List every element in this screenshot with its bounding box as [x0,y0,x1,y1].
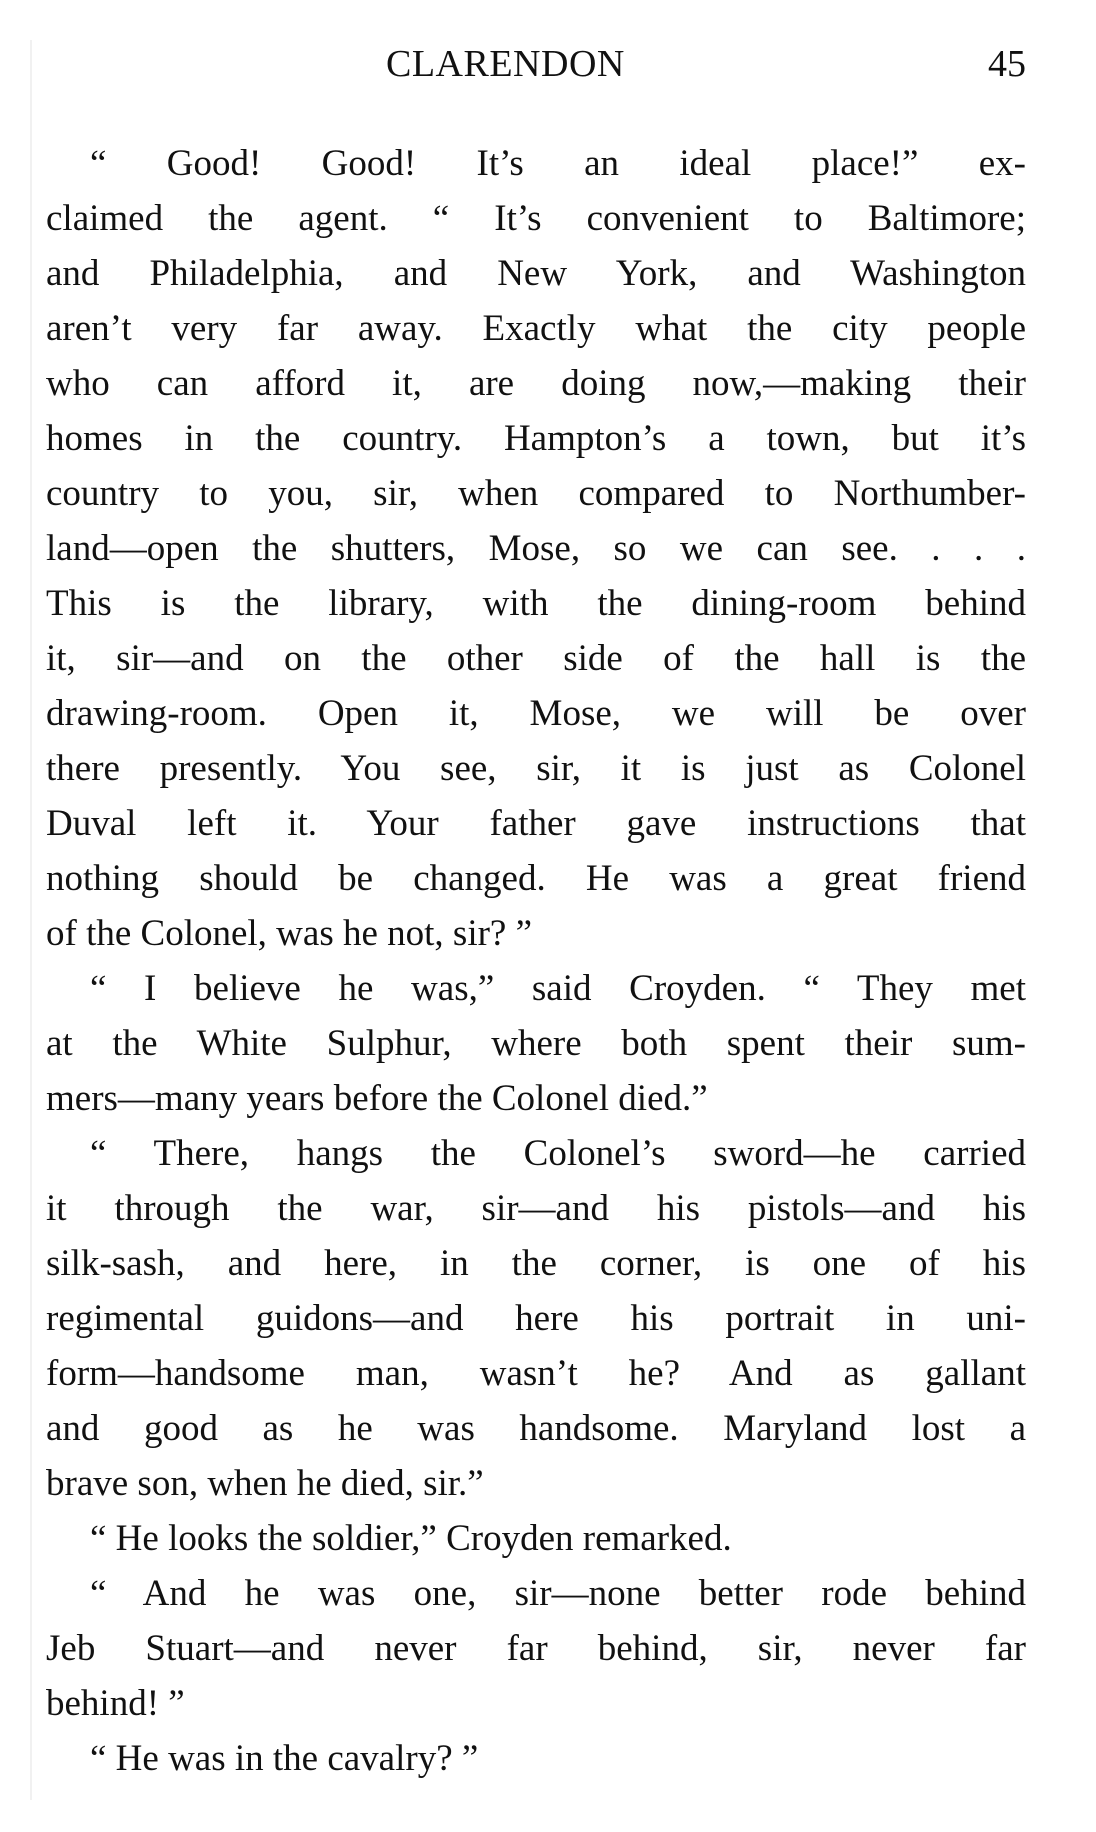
text-line: form—handsome man, wasn’t he? And as gallant [46,1353,1026,1394]
text-line: aren’t very far away. Exactly what the city people [46,308,1026,349]
text-line: brave son, when he died, sir.” [46,1463,484,1504]
text-line: This is the library, with the dining-room behind [46,583,1026,624]
text-line: “ There, hangs the Colonel’s sword—he carried [90,1133,1026,1174]
text-line: behind! ” [46,1683,185,1724]
paragraph [46,1731,1026,1786]
text-line: and good as he was handsome. Maryland lost a [46,1408,1026,1449]
text-line: claimed the agent. “ It’s convenient to Baltimore; [46,198,1026,239]
paragraph [46,1511,1026,1566]
paragraph [46,136,1026,961]
text-line: land—open the shutters, Mose, so we can see. . . . [46,528,1026,569]
page-number: 45 [988,43,1026,85]
text-line: it through the war, sir—and his pistols—and his [46,1188,1026,1229]
text-line: there presently. You see, sir, it is just as Colonel [46,748,1026,789]
text-line: and Philadelphia, and New York, and Washington [46,253,1026,294]
text-line: nothing should be changed. He was a great friend [46,858,1026,899]
text-line: silk-sash, and here, in the corner, is one of his [46,1243,1026,1284]
text-line: “ Good! Good! It’s an ideal place!” ex- [90,143,1026,184]
text-line: at the White Sulphur, where both spent their sum- [46,1023,1026,1064]
text-line: “ I believe he was,” said Croyden. “ They met [90,968,1026,1009]
text-line: regimental guidons—and here his portrait in uni- [46,1298,1026,1339]
paragraph [46,1126,1026,1511]
text-line: “ He looks the soldier,” Croyden remarked. [90,1518,732,1559]
text-line: homes in the country. Hampton’s a town, but it’s [46,418,1026,459]
text-line: “ He was in the cavalry? ” [90,1738,479,1779]
page-edge-shadow [30,40,32,1800]
text-line: who can afford it, are doing now,—making their [46,363,1026,404]
text-line: “ And he was one, sir—none better rode behind [90,1573,1026,1614]
text-line: country to you, sir, when compared to Northumber- [46,473,1026,514]
text-line: mers—many years before the Colonel died.” [46,1078,708,1119]
text-line: Duval left it. Your father gave instructions that [46,803,1026,844]
body-text [46,136,1026,1786]
text-line: Jeb Stuart—and never far behind, sir, never far [46,1628,1026,1669]
text-line: it, sir—and on the other side of the hall is the [46,638,1026,679]
paragraph [46,1566,1026,1731]
text-line: of the Colonel, was he not, sir? ” [46,913,533,954]
text-line: drawing-room. Open it, Mose, we will be over [46,693,1026,734]
paragraph [46,961,1026,1126]
running-header [46,42,1026,92]
running-title: CLARENDON [386,43,625,85]
